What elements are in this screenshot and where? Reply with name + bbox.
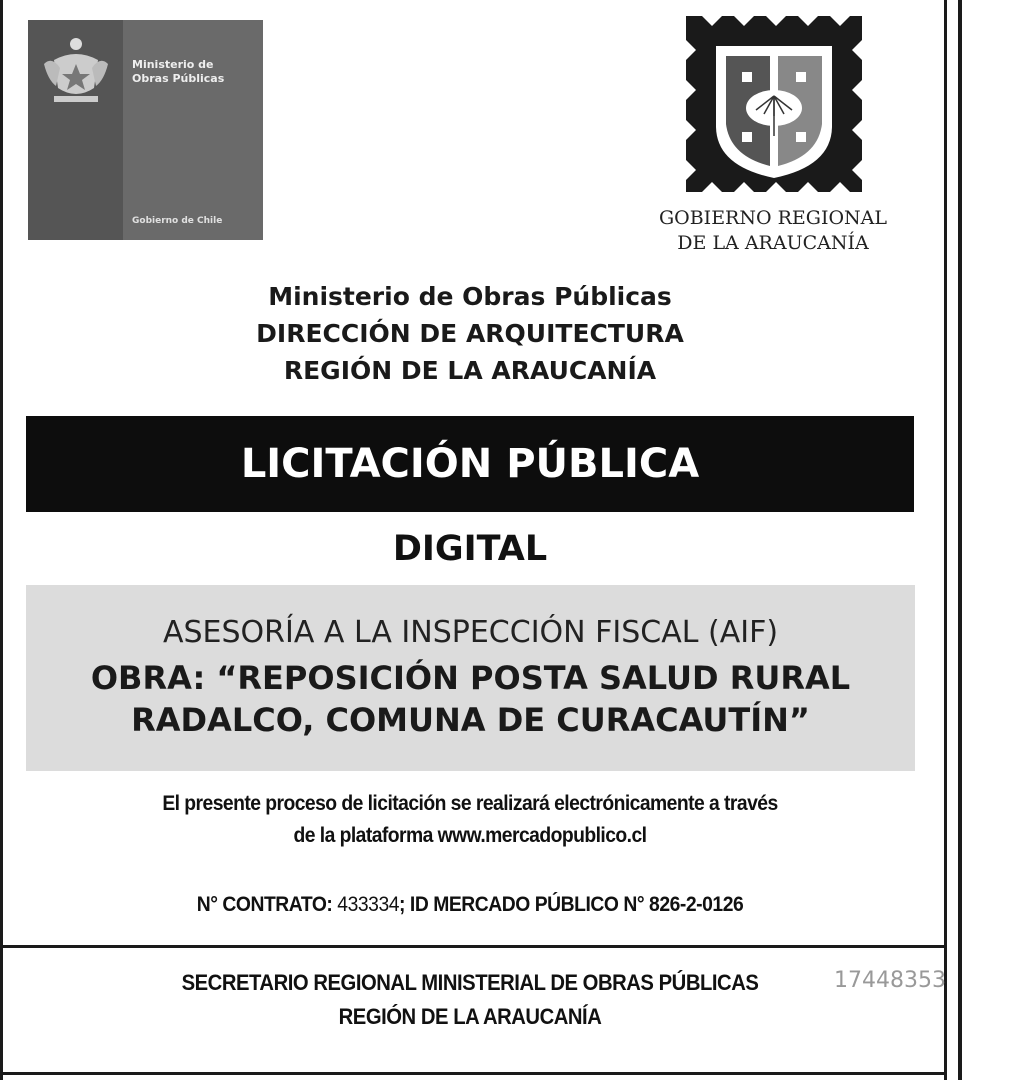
contract-separator: ; <box>399 893 405 916</box>
issuer-direction: DIRECCIÓN DE ARQUITECTURA <box>256 319 684 348</box>
subject-service: ASESORÍA A LA INSPECCIÓN FISCAL (AIF) <box>162 615 779 650</box>
frame-right-border <box>944 0 947 1080</box>
tender-modality: DIGITAL <box>392 529 548 569</box>
notice-line-1: El presente proceso de licitación se realizará electrónicamente a través <box>162 792 778 815</box>
gore-logo-text <box>600 206 946 256</box>
contract-label: N° CONTRATO: <box>196 893 333 916</box>
publication-reference-number: 17448353 <box>834 968 946 993</box>
mop-logo-line-1: Ministerio de <box>132 58 214 71</box>
electronic-process-notice <box>38 788 903 852</box>
mop-logo-line-2: Obras Públicas <box>132 72 225 85</box>
tender-title-banner: LICITACIÓN PÚBLICA <box>26 416 914 512</box>
gore-logo-line-1: GOBIERNO REGIONAL <box>658 207 888 229</box>
contract-number: 433334 <box>337 893 400 916</box>
tender-subject-box <box>26 585 915 771</box>
contract-identifiers <box>38 890 903 920</box>
coat-of-arms-icon <box>40 30 112 110</box>
mop-logo-government: Gobierno de Chile <box>132 216 223 226</box>
mop-logo <box>28 20 263 240</box>
signatory-region: REGIÓN DE LA ARAUCANÍA <box>338 1004 602 1029</box>
mop-logo-ministry <box>132 58 257 86</box>
notice-line-2: de la plataforma www.mercadopublico.cl <box>293 824 647 847</box>
signatory-title: SECRETARIO REGIONAL MINISTERIAL DE OBRAS PÚBLICAS <box>181 970 759 995</box>
signatory-footer <box>38 966 903 1034</box>
mercado-publico-label: ID MERCADO PÚBLICO N° <box>409 893 645 916</box>
issuer-region: REGIÓN DE LA ARAUCANÍA <box>283 356 657 385</box>
frame-bottom-border <box>0 1072 947 1075</box>
frame-outer-right-border <box>958 0 962 1080</box>
issuer-header <box>0 278 940 389</box>
subject-work-line-1: OBRA: “REPOSICIÓN POSTA SALUD RURAL <box>90 659 851 697</box>
issuer-ministry: Ministerio de Obras Públicas <box>268 282 672 311</box>
gore-logo-line-2: DE LA ARAUCANÍA <box>677 232 869 254</box>
subject-work-line-2: RADALCO, COMUNA DE CURACAUTÍN” <box>131 701 810 739</box>
mercado-publico-id: 826-2-0126 <box>649 893 744 916</box>
gore-emblem-icon <box>686 16 862 192</box>
footer-divider <box>0 945 947 948</box>
